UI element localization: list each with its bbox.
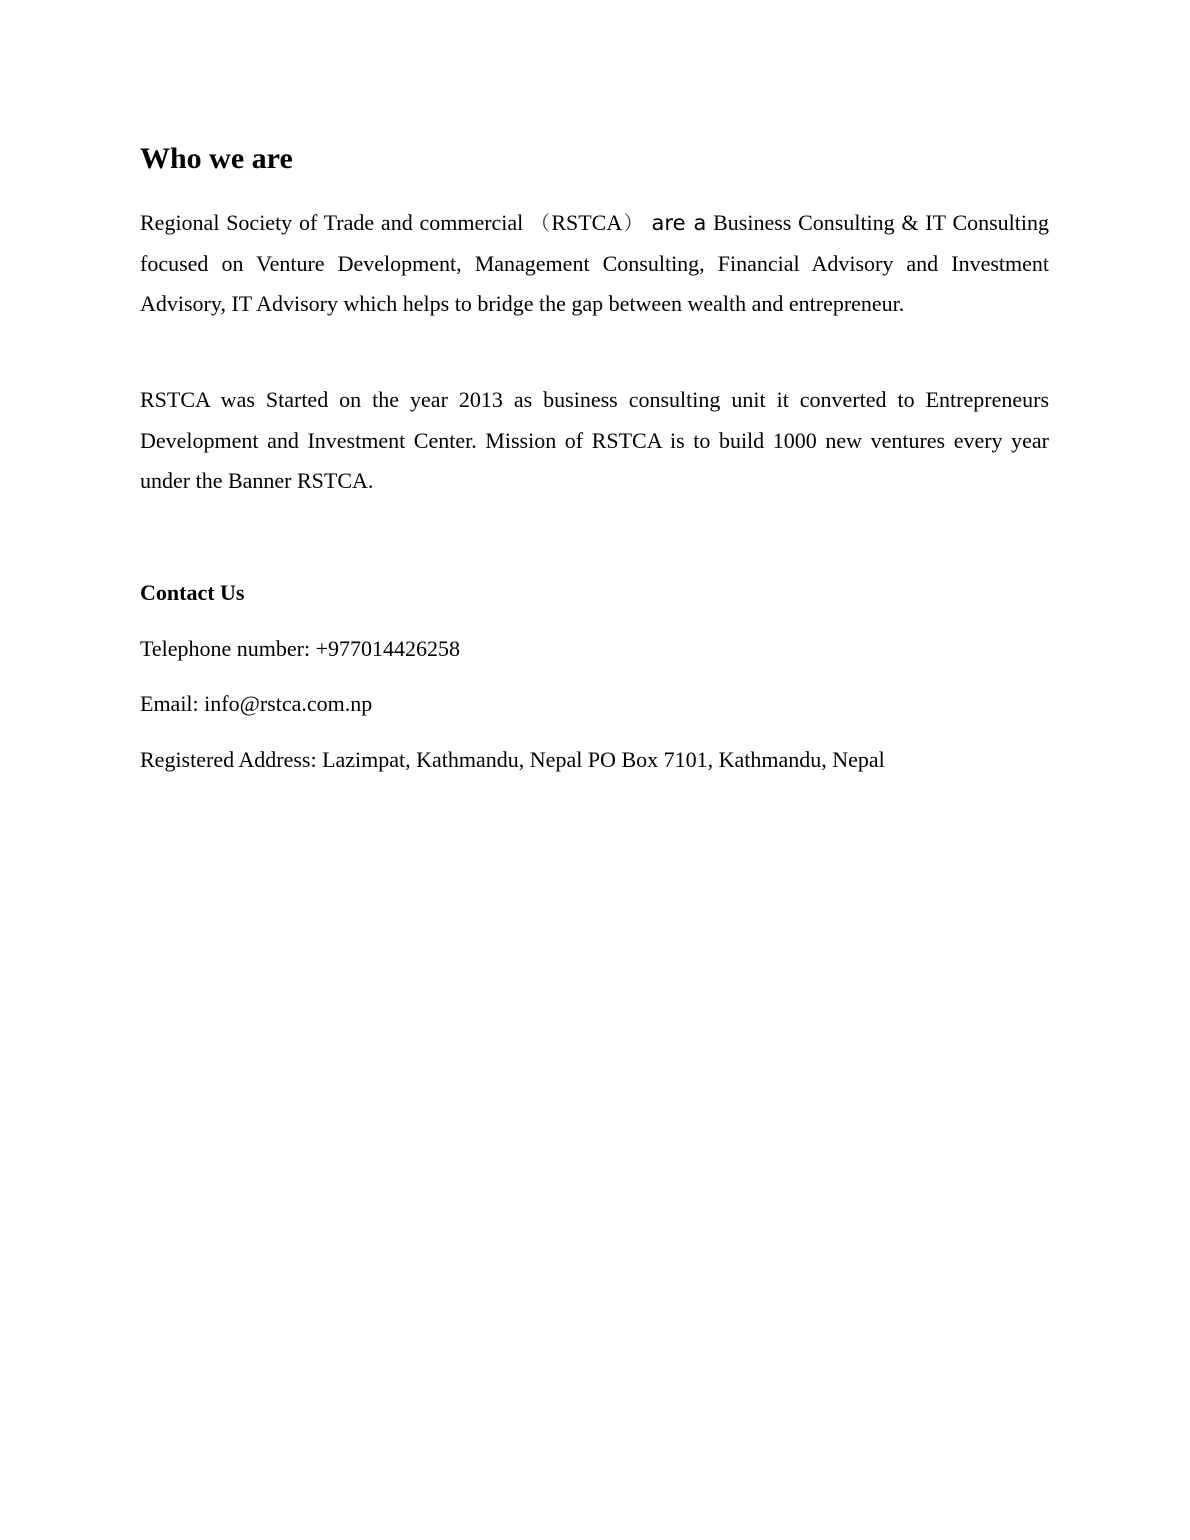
who-we-are-heading: Who we are bbox=[140, 142, 293, 175]
who-we-are-paragraph-2: RSTCA was Started on the year 2013 as business consulting unit it converted to Entrepreneurs Development and Investment Center. Mission of RSTCA is to build 1000 new ventures every year under the Banner RSTCA. bbox=[140, 387, 1049, 493]
who-we-are-paragraph-1 bbox=[140, 203, 1049, 325]
open-bracket: （ bbox=[530, 211, 552, 235]
intro-text: Regional Society of Trade and commercial bbox=[140, 210, 524, 235]
address-line: Registered Address: Lazimpat, Kathmandu, Nepal PO Box 7101, Kathmandu, Nepal bbox=[140, 747, 885, 772]
email-line: Email: info@rstca.com.np bbox=[140, 691, 373, 716]
are-a-text: are a bbox=[651, 211, 707, 235]
description-text: Business Consulting & IT Consulting focused on Venture Development, Management Consulting, Financial Advisory and Investment Advisory, IT Advisory which helps to bridge the gap between wealth and entrepreneur. bbox=[140, 210, 1050, 316]
abbreviation: RSTCA bbox=[551, 210, 623, 235]
contact-us-heading: Contact Us bbox=[140, 580, 245, 605]
close-bracket: ） bbox=[622, 211, 645, 235]
telephone-line: Telephone number: +977014426258 bbox=[140, 636, 461, 661]
